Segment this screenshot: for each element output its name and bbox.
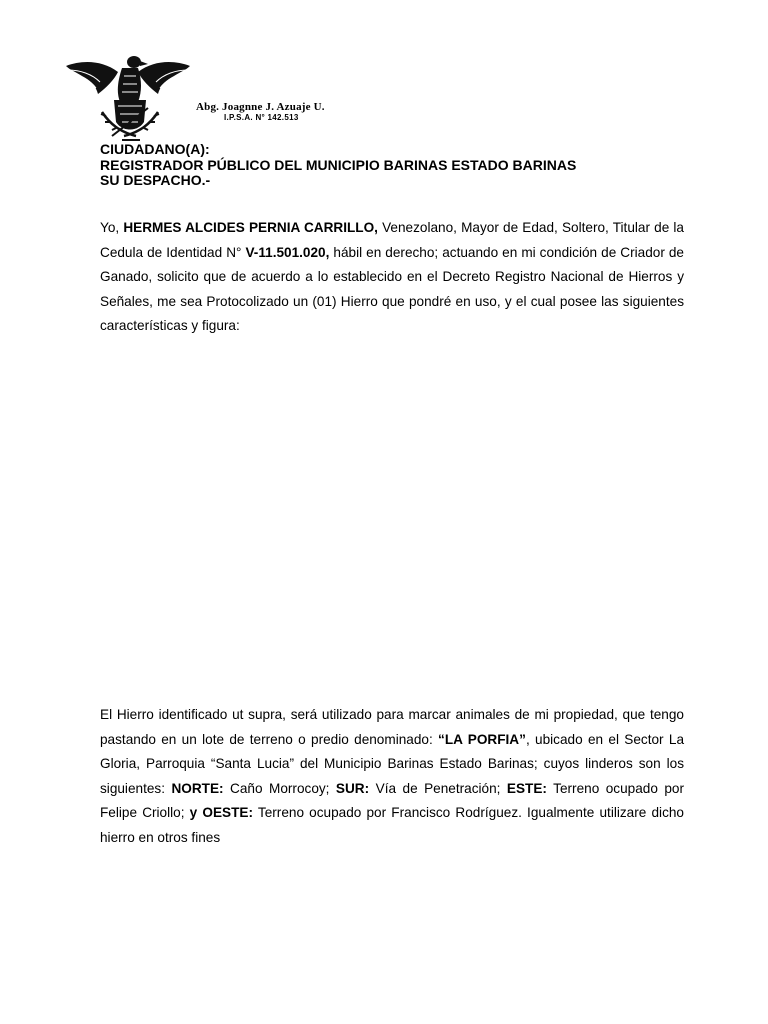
p1-text-2: Venezolano, Mayor de Edad, Soltero, Titular de la Cedula de Identidad N° bbox=[100, 220, 684, 260]
sur-label: SUR: bbox=[335, 780, 370, 796]
norte-label: NORTE: bbox=[171, 780, 224, 796]
addressee-line-1: CIUDADANO(A): bbox=[100, 141, 210, 157]
applicant-name: HERMES ALCIDES PERNIA CARRILLO, bbox=[123, 220, 378, 235]
ipsa-number: I.P.S.A. N° 142.513 bbox=[224, 113, 299, 122]
este-label: ESTE: bbox=[506, 780, 547, 796]
p2-text-1: El Hierro identificado ut supra, será utilizado para marcar animales de mi propiedad, que tengo pastando en un lote de terreno o predio denominado: bbox=[100, 707, 684, 747]
norte-text: Caño Morrocoy; bbox=[223, 780, 336, 796]
p2-text-2: , ubicado en el Sector La Gloria, Parroquia “Santa Lucia” del Municipio Barinas Estado Barinas; cuyos linderos son los siguientes: bbox=[100, 731, 685, 796]
usage-paragraph bbox=[100, 703, 684, 851]
p1-text-1: Yo, bbox=[100, 220, 124, 235]
applicant-id: V-11.501.020, bbox=[245, 244, 330, 260]
lawyer-name: Abg. Joagnne J. Azuaje U. bbox=[196, 101, 325, 113]
p1-text-3: hábil en derecho; actuando en mi condición de Criador de Ganado, solicito que de acuerdo a lo establecido en el Decreto Registro Nacional de Hierros y Señales, me sea Protocolizado un (01) Hierro que pondré en uso, y el cual posee las siguientes características y figura: bbox=[100, 244, 684, 334]
addressee-block bbox=[100, 142, 576, 189]
sur-text: Vía de Penetración; bbox=[369, 780, 507, 796]
oeste-label: y OESTE: bbox=[189, 805, 253, 821]
addressee-line-2: REGISTRADOR PÚBLICO DEL MUNICIPIO BARINAS ESTADO BARINAS bbox=[100, 156, 577, 173]
request-paragraph bbox=[100, 216, 684, 339]
addressee-line-3: SU DESPACHO.- bbox=[100, 172, 211, 188]
este-text: Terreno ocupado por Felipe Criollo; bbox=[100, 780, 685, 821]
oeste-text: Terreno ocupado por Francisco Rodríguez. Igualmente utilizare dicho hierro en otros fines bbox=[100, 805, 684, 845]
property-name: “LA PORFIA” bbox=[438, 731, 526, 747]
coat-of-arms-eagle-icon bbox=[62, 50, 194, 142]
